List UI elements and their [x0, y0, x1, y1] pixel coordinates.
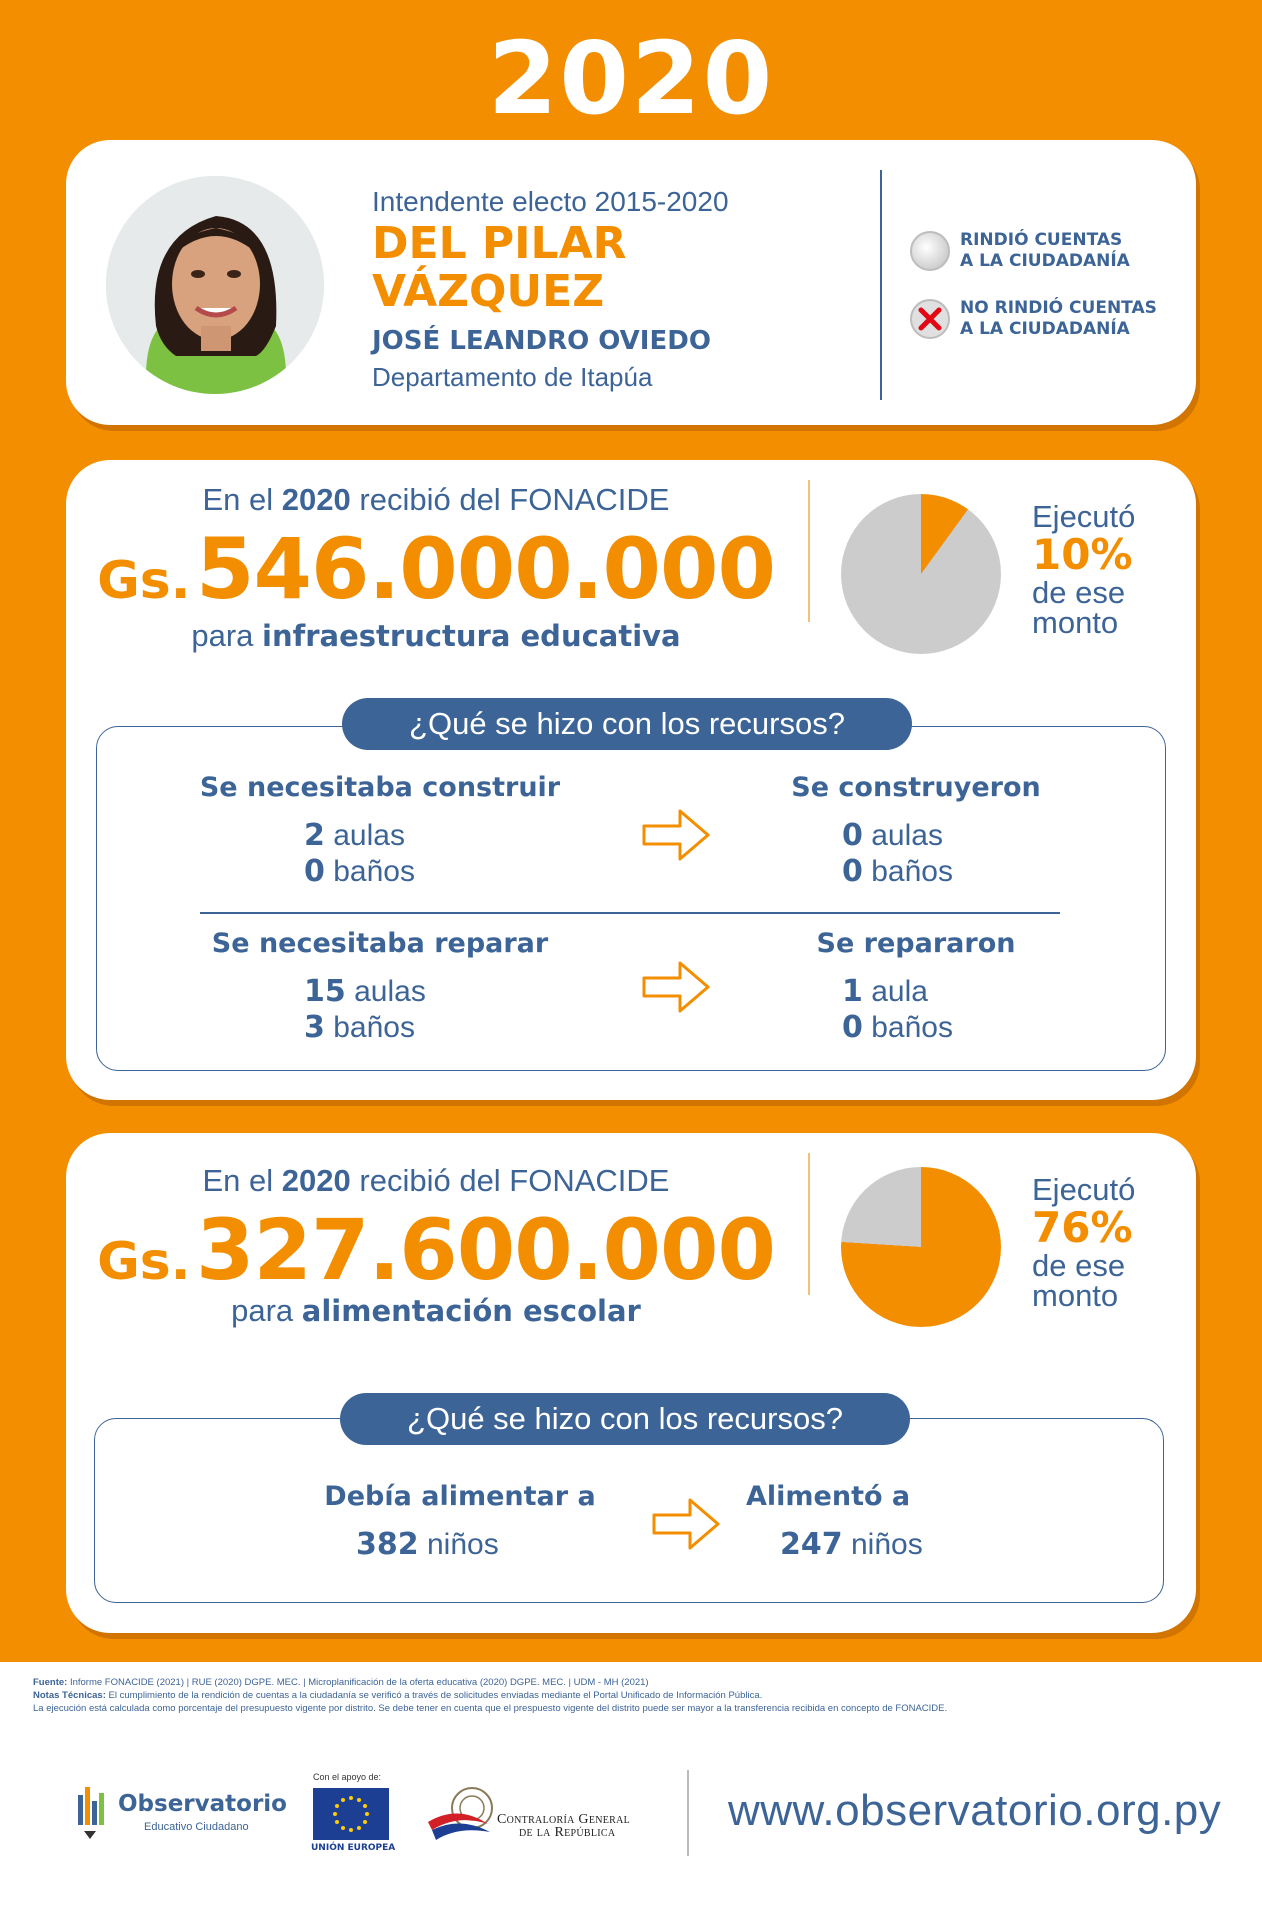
mayor-photo [106, 176, 324, 394]
department-name: Departamento de Itapúa [372, 362, 653, 392]
construir-banos: 0 baños [304, 854, 415, 889]
legend-no-rindio [910, 298, 1157, 340]
results-divider [200, 912, 1060, 914]
repararon-banos: 0 baños [842, 1010, 953, 1045]
alimento-count: 247 niños [780, 1527, 923, 1562]
infra-para: para [191, 618, 254, 653]
district-name: JOSÉ LEANDRO OVIEDO [372, 326, 711, 356]
infra-header-year: 2020 [281, 482, 351, 517]
alim-amount-value: 327.600.000 [196, 1201, 775, 1299]
construyeron-aulas: 0 aulas [842, 818, 943, 853]
infra-amount [86, 520, 786, 618]
arrow-right-icon [650, 1495, 724, 1553]
legend-no-rindio-line2: A LA CIUDADANÍA [960, 319, 1130, 339]
alim-header-prefix: En el [202, 1163, 274, 1198]
notas-line2: La ejecución está calculada como porcentaje del presupuesto vigente por distrito. Se debe tener en cuenta que el prespuesto vigente del distrito puede ser mayor a la transferencia recibida en concepto de FONACIDE. [33, 1703, 948, 1714]
website-link[interactable]: www.observatorio.org.py [728, 1786, 1222, 1835]
alim-question-pill: ¿Qué se hizo con los recursos? [340, 1393, 910, 1445]
year-title: 2020 [487, 20, 775, 137]
eu-flag-icon [313, 1788, 389, 1840]
bar-chart-logo-icon [78, 1785, 112, 1841]
alim-exec-pct: 76% [1032, 1203, 1133, 1252]
alimentacion-card [66, 1133, 1196, 1633]
alim-para: para [231, 1293, 294, 1328]
construir-aulas: 2 aulas [304, 818, 405, 853]
mayor-name-line2: VÁZQUEZ [372, 266, 605, 317]
infra-exec-block [1032, 499, 1136, 640]
alim-header-suffix: recibió del FONACIDE [359, 1163, 670, 1198]
alim-header [126, 1163, 746, 1199]
profile-card [66, 140, 1196, 425]
infra-exec-tail2: monto [1032, 605, 1119, 640]
debia-count: 382 niños [356, 1527, 499, 1562]
alim-execution-pie [841, 1167, 1001, 1327]
infra-exec-pct: 10% [1032, 530, 1133, 579]
legend-no-rindio-line1: NO RINDIÓ CUENTAS [960, 298, 1157, 318]
infra-currency: Gs. [97, 551, 191, 611]
construir-title: Se necesitaba construir [199, 772, 561, 803]
contraloria-seal-icon [428, 1784, 498, 1846]
alimento-title: Alimentó a [746, 1481, 911, 1512]
fuente-line: Fuente: Informe FONACIDE (2021) | RUE (2020) DGPE. MEC. | Microplanificación de la oferta educativa (2020) DGPE. MEC. | UDM - MH (2021) [33, 1677, 649, 1688]
repararon-title: Se repararon [816, 928, 1016, 959]
alim-purpose-line [126, 1293, 746, 1329]
footer-divider [687, 1770, 689, 1856]
profile-divider [880, 170, 882, 400]
construyeron-banos: 0 baños [842, 854, 953, 889]
notas-line: Notas Técnicas: El cumplimiento de la rendición de cuentas a la ciudadanía se verificó a través de solicitudes enviadas mediante el Portal Unificado de Información Pública. [33, 1690, 763, 1701]
reparar-title: Se necesitaba reparar [211, 928, 549, 959]
alim-exec-tail1: de ese [1032, 1248, 1126, 1283]
alim-header-year: 2020 [281, 1163, 351, 1198]
apoyo-label: Con el apoyo de: [313, 1772, 382, 1782]
mayor-name-line1: DEL PILAR [372, 218, 627, 269]
alim-amount [86, 1201, 786, 1299]
observatorio-sub: Educativo Ciudadano [144, 1821, 249, 1833]
red-x-icon [910, 299, 950, 339]
infra-purpose: infraestructura educativa [262, 619, 681, 653]
mayor-name [372, 220, 627, 316]
arrow-right-icon [640, 958, 714, 1016]
role-label: Intendente electo 2015-2020 [372, 186, 729, 217]
alim-exec-block [1032, 1172, 1136, 1313]
legend-rindio [910, 230, 1130, 272]
legend-rindio-line2: A LA CIUDADANÍA [960, 251, 1130, 271]
construyeron-title: Se construyeron [791, 772, 1041, 803]
infra-question-pill: ¿Qué se hizo con los recursos? [342, 698, 912, 750]
infra-exec-tail1: de ese [1032, 575, 1126, 610]
footer-notes [33, 1676, 1233, 1715]
alim-divider [808, 1153, 810, 1295]
arrow-right-icon [640, 806, 714, 864]
infra-purpose-line [126, 618, 746, 654]
eu-label: UNIÓN EUROPEA [311, 1843, 396, 1853]
infra-execution-pie [841, 494, 1001, 654]
infra-exec-label: Ejecutó [1032, 499, 1136, 534]
grey-circle-icon [910, 231, 950, 271]
legend-rindio-line1: RINDIÓ CUENTAS [960, 230, 1123, 250]
alim-purpose: alimentación escolar [301, 1294, 641, 1328]
debia-title: Debía alimentar a [324, 1481, 596, 1512]
infraestructura-card [66, 460, 1196, 1100]
alim-exec-label: Ejecutó [1032, 1172, 1136, 1207]
infra-amount-value: 546.000.000 [196, 520, 775, 618]
infra-divider [808, 480, 810, 622]
contraloria-name: Contraloría General de la República [497, 1812, 631, 1840]
infra-header [126, 482, 746, 518]
infra-header-suffix: recibió del FONACIDE [359, 482, 670, 517]
observatorio-name: Observatorio [118, 1791, 287, 1817]
infra-header-prefix: En el [202, 482, 274, 517]
observatorio-logo [78, 1785, 287, 1846]
alim-currency: Gs. [97, 1232, 191, 1292]
reparar-aulas: 15 aulas [304, 974, 426, 1009]
repararon-aulas: 1 aula [842, 974, 928, 1009]
alim-exec-tail2: monto [1032, 1278, 1119, 1313]
reparar-banos: 3 baños [304, 1010, 415, 1045]
